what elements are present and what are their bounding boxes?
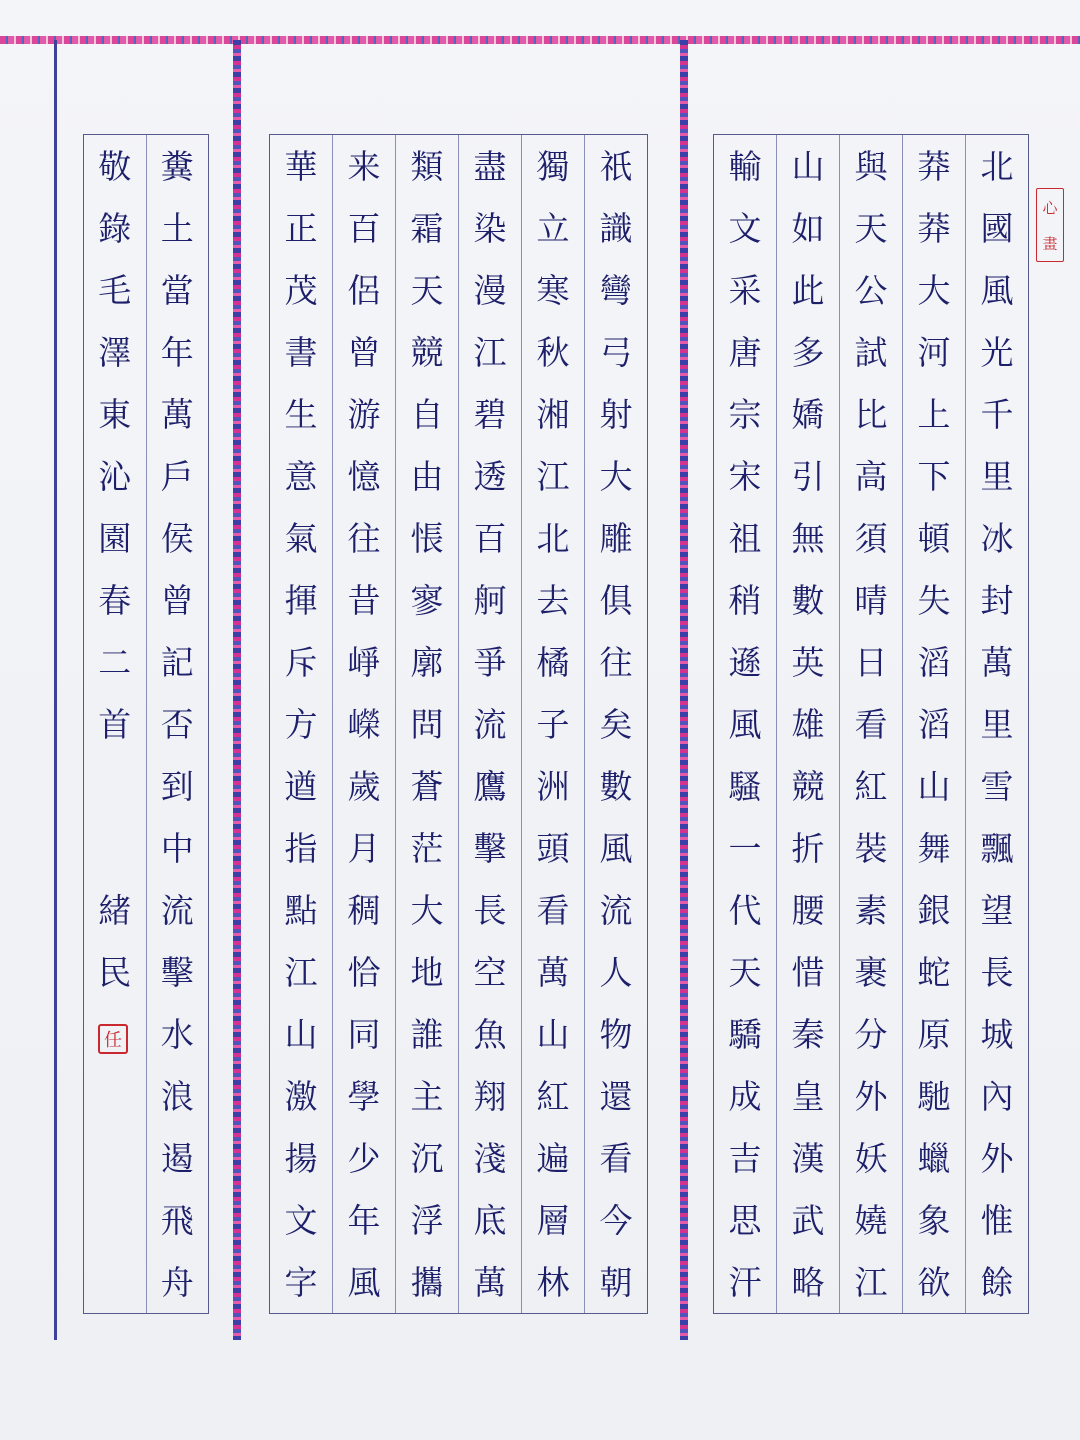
character-cell: 意 <box>284 456 318 496</box>
character-cell: 記 <box>160 642 194 682</box>
character-cell: 山 <box>284 1014 318 1054</box>
character-cell: 江 <box>284 952 318 992</box>
character-cell: 里 <box>980 704 1014 744</box>
character-cell: 宋 <box>728 456 762 496</box>
character-cell <box>84 1065 146 1127</box>
character-cell: 萬 <box>473 1262 507 1302</box>
character-cell: 嬈 <box>854 1200 888 1240</box>
character-cell: 看 <box>854 704 888 744</box>
character-cell: 水 <box>160 1014 194 1054</box>
character-cell: 問 <box>410 704 444 744</box>
character-cell: 內 <box>980 1076 1014 1116</box>
character-cell: 莽 <box>917 146 951 186</box>
character-cell: 北 <box>536 518 570 558</box>
character-cell: 與 <box>854 146 888 186</box>
character-cell: 寒 <box>536 270 570 310</box>
character-cell: 土 <box>160 208 194 248</box>
character-cell: 分 <box>854 1014 888 1054</box>
character-cell: 銀 <box>917 890 951 930</box>
character-cell: 漫 <box>473 270 507 310</box>
character-cell: 蒼 <box>410 766 444 806</box>
character-cell: 唐 <box>728 332 762 372</box>
character-cell: 獨 <box>536 146 570 186</box>
character-cell: 山 <box>536 1014 570 1054</box>
character-cell: 江 <box>473 332 507 372</box>
character-cell: 折 <box>791 828 825 868</box>
character-cell: 滔 <box>917 642 951 682</box>
character-cell: 戶 <box>160 456 194 496</box>
character-cell: 飛 <box>160 1200 194 1240</box>
text-column <box>714 135 776 1313</box>
character-cell: 矣 <box>599 704 633 744</box>
character-cell: 字 <box>284 1262 318 1302</box>
character-cell: 汗 <box>728 1262 762 1302</box>
character-cell: 遍 <box>536 1138 570 1178</box>
character-cell: 萬 <box>980 642 1014 682</box>
character-cell: 望 <box>980 890 1014 930</box>
character-cell: 由 <box>410 456 444 496</box>
character-cell: 盡 <box>473 146 507 186</box>
character-cell: 歲 <box>347 766 381 806</box>
character-cell: 流 <box>599 890 633 930</box>
character-cell: 中 <box>160 828 194 868</box>
character-cell: 輸 <box>728 146 762 186</box>
character-cell: 惟 <box>980 1200 1014 1240</box>
character-cell: 流 <box>473 704 507 744</box>
character-cell: 敬 <box>98 146 132 186</box>
character-cell: 主 <box>410 1076 444 1116</box>
corner-seal <box>1036 188 1064 262</box>
character-cell: 去 <box>536 580 570 620</box>
character-cell: 往 <box>599 642 633 682</box>
character-cell: 外 <box>854 1076 888 1116</box>
character-cell: 年 <box>347 1200 381 1240</box>
text-column <box>776 135 839 1313</box>
character-cell: 錄 <box>98 208 132 248</box>
character-cell: 雄 <box>791 704 825 744</box>
character-cell: 子 <box>536 704 570 744</box>
character-cell: 飄 <box>980 828 1014 868</box>
character-cell: 略 <box>791 1262 825 1302</box>
character-cell: 下 <box>917 456 951 496</box>
left-binding-border <box>233 40 241 1340</box>
left-spine-line <box>54 40 57 1340</box>
character-cell: 惜 <box>791 952 825 992</box>
character-cell: 恰 <box>347 952 381 992</box>
character-cell: 遒 <box>284 766 318 806</box>
character-cell: 風 <box>347 1262 381 1302</box>
corner-seal-char: 畫 <box>1042 234 1058 253</box>
character-cell: 斥 <box>284 642 318 682</box>
character-cell: 多 <box>791 332 825 372</box>
corner-seal-char: 心 <box>1042 198 1058 217</box>
character-cell: 成 <box>728 1076 762 1116</box>
character-cell: 大 <box>599 456 633 496</box>
character-cell: 腰 <box>791 890 825 930</box>
character-cell: 無 <box>791 518 825 558</box>
text-column <box>965 135 1028 1313</box>
character-cell: 華 <box>284 146 318 186</box>
character-cell: 秦 <box>791 1014 825 1054</box>
character-cell: 染 <box>473 208 507 248</box>
character-cell: 層 <box>536 1200 570 1240</box>
character-cell: 看 <box>599 1138 633 1178</box>
character-cell <box>84 1127 146 1189</box>
character-cell: 山 <box>791 146 825 186</box>
character-cell: 蛇 <box>917 952 951 992</box>
character-cell: 空 <box>473 952 507 992</box>
character-cell: 憶 <box>347 456 381 496</box>
character-cell: 浪 <box>160 1076 194 1116</box>
character-cell: 馳 <box>917 1076 951 1116</box>
character-cell: 風 <box>728 704 762 744</box>
character-cell: 蠟 <box>917 1138 951 1178</box>
character-cell: 晴 <box>854 580 888 620</box>
character-cell: 彎 <box>599 270 633 310</box>
character-cell: 鷹 <box>473 766 507 806</box>
left-panel-grid <box>83 134 209 1314</box>
character-cell: 遜 <box>728 642 762 682</box>
character-cell: 廓 <box>410 642 444 682</box>
character-cell: 文 <box>284 1200 318 1240</box>
character-cell: 武 <box>791 1200 825 1240</box>
character-cell: 日 <box>854 642 888 682</box>
character-cell: 天 <box>728 952 762 992</box>
character-cell: 比 <box>854 394 888 434</box>
right-binding-border <box>680 40 688 1340</box>
character-cell: 人 <box>599 952 633 992</box>
character-cell: 城 <box>980 1014 1014 1054</box>
character-cell: 立 <box>536 208 570 248</box>
character-cell: 吉 <box>728 1138 762 1178</box>
character-cell: 生 <box>284 394 318 434</box>
character-cell: 百 <box>347 208 381 248</box>
character-cell: 春 <box>98 580 132 620</box>
character-cell: 園 <box>98 518 132 558</box>
character-cell: 里 <box>980 456 1014 496</box>
character-cell: 二 <box>98 642 132 682</box>
middle-panel-grid <box>269 134 648 1314</box>
character-cell: 嬌 <box>791 394 825 434</box>
character-cell: 光 <box>980 332 1014 372</box>
character-cell <box>84 817 146 879</box>
character-cell: 餘 <box>980 1262 1014 1302</box>
character-cell: 還 <box>599 1076 633 1116</box>
character-cell: 此 <box>791 270 825 310</box>
character-cell: 否 <box>160 704 194 744</box>
character-cell: 俱 <box>599 580 633 620</box>
text-column <box>84 135 146 1313</box>
character-cell: 曾 <box>160 580 194 620</box>
character-cell: 嶸 <box>347 704 381 744</box>
character-cell: 東 <box>98 394 132 434</box>
character-cell: 攜 <box>410 1262 444 1302</box>
character-cell: 當 <box>160 270 194 310</box>
character-cell: 月 <box>347 828 381 868</box>
character-cell: 國 <box>980 208 1014 248</box>
character-cell: 毛 <box>98 270 132 310</box>
character-cell: 林 <box>536 1262 570 1302</box>
character-cell: 激 <box>284 1076 318 1116</box>
character-cell: 寥 <box>410 580 444 620</box>
character-cell: 湘 <box>536 394 570 434</box>
character-cell: 少 <box>347 1138 381 1178</box>
character-cell: 滔 <box>917 704 951 744</box>
character-cell: 曾 <box>347 332 381 372</box>
character-cell: 流 <box>160 890 194 930</box>
text-column <box>521 135 584 1313</box>
character-cell: 揚 <box>284 1138 318 1178</box>
character-cell: 指 <box>284 828 318 868</box>
character-cell: 沁 <box>98 456 132 496</box>
character-cell: 風 <box>980 270 1014 310</box>
character-cell: 底 <box>473 1200 507 1240</box>
character-cell: 代 <box>728 890 762 930</box>
character-cell: 天 <box>410 270 444 310</box>
character-cell: 紅 <box>536 1076 570 1116</box>
character-cell: 澤 <box>98 332 132 372</box>
character-cell: 英 <box>791 642 825 682</box>
text-column <box>332 135 395 1313</box>
character-cell: 頭 <box>536 828 570 868</box>
character-cell: 公 <box>854 270 888 310</box>
character-cell: 宗 <box>728 394 762 434</box>
character-cell: 騷 <box>728 766 762 806</box>
character-cell: 欲 <box>917 1262 951 1302</box>
character-cell: 茂 <box>284 270 318 310</box>
character-cell: 民 <box>98 952 132 992</box>
character-cell: 妖 <box>854 1138 888 1178</box>
character-cell: 萬 <box>536 952 570 992</box>
right-panel-grid <box>713 134 1029 1314</box>
character-cell: 素 <box>854 890 888 930</box>
text-column <box>839 135 902 1313</box>
character-cell: 稍 <box>728 580 762 620</box>
character-cell: 北 <box>980 146 1014 186</box>
character-cell: 失 <box>917 580 951 620</box>
character-cell: 驕 <box>728 1014 762 1054</box>
character-cell: 象 <box>917 1200 951 1240</box>
text-column <box>902 135 965 1313</box>
name-seal: 任 <box>98 1024 128 1054</box>
character-cell: 山 <box>917 766 951 806</box>
character-cell: 天 <box>854 208 888 248</box>
character-cell: 競 <box>410 332 444 372</box>
character-cell: 江 <box>536 456 570 496</box>
character-cell: 浮 <box>410 1200 444 1240</box>
character-cell: 類 <box>410 146 444 186</box>
text-column <box>270 135 332 1313</box>
character-cell: 透 <box>473 456 507 496</box>
character-cell: 洲 <box>536 766 570 806</box>
character-cell: 裝 <box>854 828 888 868</box>
character-cell: 物 <box>599 1014 633 1054</box>
character-cell: 漢 <box>791 1138 825 1178</box>
character-cell <box>84 1251 146 1313</box>
character-cell: 風 <box>599 828 633 868</box>
character-cell: 看 <box>536 890 570 930</box>
character-cell: 緒 <box>98 890 132 930</box>
character-cell: 大 <box>410 890 444 930</box>
character-cell: 同 <box>347 1014 381 1054</box>
character-cell: 自 <box>410 394 444 434</box>
character-cell: 地 <box>410 952 444 992</box>
character-cell: 長 <box>980 952 1014 992</box>
character-cell: 揮 <box>284 580 318 620</box>
character-cell: 雕 <box>599 518 633 558</box>
character-cell: 皇 <box>791 1076 825 1116</box>
character-cell: 弓 <box>599 332 633 372</box>
character-cell: 正 <box>284 208 318 248</box>
character-cell: 點 <box>284 890 318 930</box>
character-cell: 雪 <box>980 766 1014 806</box>
character-cell: 魚 <box>473 1014 507 1054</box>
character-cell: 學 <box>347 1076 381 1116</box>
text-column <box>458 135 521 1313</box>
character-cell: 擊 <box>160 952 194 992</box>
character-cell: 高 <box>854 456 888 496</box>
character-cell: 裹 <box>854 952 888 992</box>
character-cell: 糞 <box>160 146 194 186</box>
character-cell: 昔 <box>347 580 381 620</box>
character-cell: 到 <box>160 766 194 806</box>
character-cell: 淺 <box>473 1138 507 1178</box>
character-cell <box>84 755 146 817</box>
character-cell: 今 <box>599 1200 633 1240</box>
character-cell: 碧 <box>473 394 507 434</box>
character-cell: 方 <box>284 704 318 744</box>
character-cell: 遏 <box>160 1138 194 1178</box>
character-cell: 射 <box>599 394 633 434</box>
character-cell: 原 <box>917 1014 951 1054</box>
character-cell: 江 <box>854 1262 888 1302</box>
character-cell: 侶 <box>347 270 381 310</box>
character-cell: 翔 <box>473 1076 507 1116</box>
character-cell: 崢 <box>347 642 381 682</box>
character-cell: 競 <box>791 766 825 806</box>
character-cell: 莽 <box>917 208 951 248</box>
character-cell: 一 <box>728 828 762 868</box>
character-cell: 識 <box>599 208 633 248</box>
character-cell: 侯 <box>160 518 194 558</box>
character-cell: 来 <box>347 146 381 186</box>
character-cell: 冰 <box>980 518 1014 558</box>
character-cell: 爭 <box>473 642 507 682</box>
text-column <box>146 135 209 1313</box>
character-cell: 擊 <box>473 828 507 868</box>
character-cell: 萬 <box>160 394 194 434</box>
character-cell: 頓 <box>917 518 951 558</box>
character-cell: 大 <box>917 270 951 310</box>
character-cell: 祖 <box>728 518 762 558</box>
top-decorative-border <box>0 36 1080 44</box>
character-cell: 往 <box>347 518 381 558</box>
character-cell <box>84 1189 146 1251</box>
character-cell: 游 <box>347 394 381 434</box>
character-cell: 霜 <box>410 208 444 248</box>
character-cell: 思 <box>728 1200 762 1240</box>
character-cell: 須 <box>854 518 888 558</box>
character-cell: 河 <box>917 332 951 372</box>
character-cell: 紅 <box>854 766 888 806</box>
character-cell: 引 <box>791 456 825 496</box>
character-cell: 沉 <box>410 1138 444 1178</box>
character-cell: 橘 <box>536 642 570 682</box>
character-cell: 舞 <box>917 828 951 868</box>
character-cell: 文 <box>728 208 762 248</box>
character-cell: 稠 <box>347 890 381 930</box>
character-cell: 舸 <box>473 580 507 620</box>
character-cell: 朝 <box>599 1262 633 1302</box>
character-cell: 祇 <box>599 146 633 186</box>
text-column <box>584 135 647 1313</box>
character-cell: 上 <box>917 394 951 434</box>
character-cell: 年 <box>160 332 194 372</box>
character-cell: 茫 <box>410 828 444 868</box>
character-cell: 舟 <box>160 1262 194 1302</box>
character-cell: 悵 <box>410 518 444 558</box>
character-cell: 誰 <box>410 1014 444 1054</box>
text-column <box>395 135 458 1313</box>
character-cell: 千 <box>980 394 1014 434</box>
character-cell: 如 <box>791 208 825 248</box>
character-cell: 秋 <box>536 332 570 372</box>
character-cell: 長 <box>473 890 507 930</box>
character-cell: 數 <box>599 766 633 806</box>
character-cell: 數 <box>791 580 825 620</box>
character-cell: 外 <box>980 1138 1014 1178</box>
character-cell: 試 <box>854 332 888 372</box>
character-cell: 采 <box>728 270 762 310</box>
character-cell: 書 <box>284 332 318 372</box>
character-cell: 氣 <box>284 518 318 558</box>
character-cell: 首 <box>98 704 132 744</box>
character-cell: 百 <box>473 518 507 558</box>
character-cell: 封 <box>980 580 1014 620</box>
